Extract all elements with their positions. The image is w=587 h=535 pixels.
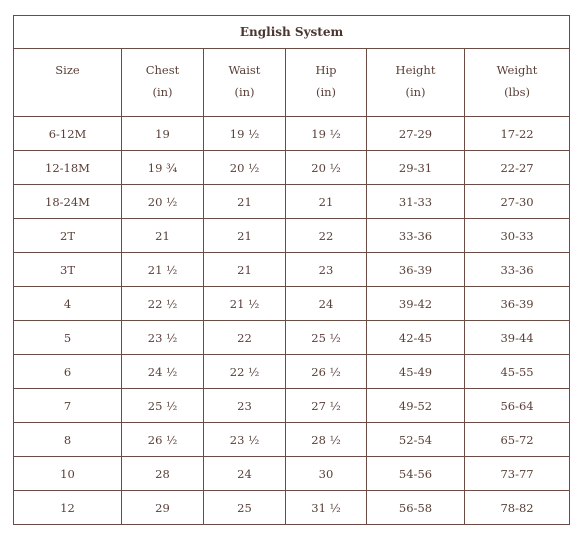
cell-waist: 23 ½	[204, 423, 286, 457]
cell-hip: 22	[286, 219, 367, 253]
table-row	[14, 185, 570, 219]
header-label: Weight	[496, 63, 538, 77]
cell-size: 6	[14, 355, 122, 389]
cell-hip: 23	[286, 253, 367, 287]
cell-chest: 21	[122, 219, 204, 253]
cell-waist: 21	[204, 185, 286, 219]
cell-height: 56-58	[367, 491, 465, 525]
table-body	[14, 117, 570, 525]
cell-hip: 26 ½	[286, 355, 367, 389]
header-label: Chest	[145, 63, 180, 77]
table-row	[14, 219, 570, 253]
header-label: Waist	[228, 63, 261, 77]
cell-weight: 78-82	[465, 491, 570, 525]
header-chest	[122, 49, 204, 117]
cell-height: 52-54	[367, 423, 465, 457]
header-height	[367, 49, 465, 117]
cell-size: 3T	[14, 253, 122, 287]
cell-height: 54-56	[367, 457, 465, 491]
cell-height: 36-39	[367, 253, 465, 287]
cell-size: 6-12M	[14, 117, 122, 151]
cell-height: 42-45	[367, 321, 465, 355]
header-row	[14, 49, 570, 117]
cell-size: 5	[14, 321, 122, 355]
cell-hip: 20 ½	[286, 151, 367, 185]
header-size	[14, 49, 122, 117]
cell-hip: 28 ½	[286, 423, 367, 457]
cell-weight: 36-39	[465, 287, 570, 321]
cell-waist: 23	[204, 389, 286, 423]
table-row	[14, 117, 570, 151]
table-row	[14, 491, 570, 525]
table-row	[14, 321, 570, 355]
cell-waist: 19 ½	[204, 117, 286, 151]
cell-size: 2T	[14, 219, 122, 253]
table-row	[14, 253, 570, 287]
header-unit: (in)	[234, 85, 255, 99]
size-chart	[13, 15, 569, 525]
table-row	[14, 355, 570, 389]
cell-chest: 19	[122, 117, 204, 151]
cell-hip: 19 ½	[286, 117, 367, 151]
cell-height: 33-36	[367, 219, 465, 253]
cell-chest: 19 ¾	[122, 151, 204, 185]
header-hip	[286, 49, 367, 117]
cell-height: 39-42	[367, 287, 465, 321]
table-row	[14, 457, 570, 491]
cell-hip: 24	[286, 287, 367, 321]
cell-chest: 23 ½	[122, 321, 204, 355]
cell-chest: 22 ½	[122, 287, 204, 321]
header-waist	[204, 49, 286, 117]
cell-chest: 25 ½	[122, 389, 204, 423]
cell-size: 18-24M	[14, 185, 122, 219]
table-row	[14, 151, 570, 185]
cell-weight: 73-77	[465, 457, 570, 491]
size-table	[13, 15, 570, 525]
header-unit: (lbs)	[504, 85, 530, 99]
cell-waist: 22	[204, 321, 286, 355]
cell-height: 31-33	[367, 185, 465, 219]
header-label: Height	[395, 63, 436, 77]
header-unit: (in)	[405, 85, 426, 99]
table-title: English System	[14, 16, 570, 49]
header-unit: (in)	[315, 85, 337, 99]
cell-hip: 30	[286, 457, 367, 491]
cell-size: 12	[14, 491, 122, 525]
header-unit: (in)	[152, 85, 173, 99]
cell-size: 12-18M	[14, 151, 122, 185]
cell-height: 45-49	[367, 355, 465, 389]
table-row	[14, 389, 570, 423]
cell-chest: 26 ½	[122, 423, 204, 457]
cell-hip: 31 ½	[286, 491, 367, 525]
cell-waist: 21	[204, 253, 286, 287]
cell-size: 7	[14, 389, 122, 423]
cell-waist: 21	[204, 219, 286, 253]
cell-waist: 20 ½	[204, 151, 286, 185]
cell-hip: 21	[286, 185, 367, 219]
cell-weight: 56-64	[465, 389, 570, 423]
table-row	[14, 423, 570, 457]
cell-weight: 30-33	[465, 219, 570, 253]
cell-weight: 45-55	[465, 355, 570, 389]
header-label: Size	[55, 63, 80, 77]
cell-weight: 33-36	[465, 253, 570, 287]
cell-weight: 27-30	[465, 185, 570, 219]
cell-weight: 17-22	[465, 117, 570, 151]
cell-waist: 21 ½	[204, 287, 286, 321]
cell-weight: 65-72	[465, 423, 570, 457]
cell-chest: 28	[122, 457, 204, 491]
header-label: Hip	[315, 63, 337, 77]
cell-waist: 24	[204, 457, 286, 491]
cell-height: 49-52	[367, 389, 465, 423]
header-weight	[465, 49, 570, 117]
cell-height: 29-31	[367, 151, 465, 185]
cell-chest: 21 ½	[122, 253, 204, 287]
cell-hip: 27 ½	[286, 389, 367, 423]
cell-size: 8	[14, 423, 122, 457]
cell-chest: 24 ½	[122, 355, 204, 389]
cell-waist: 25	[204, 491, 286, 525]
cell-hip: 25 ½	[286, 321, 367, 355]
cell-size: 10	[14, 457, 122, 491]
cell-height: 27-29	[367, 117, 465, 151]
cell-chest: 29	[122, 491, 204, 525]
cell-weight: 22-27	[465, 151, 570, 185]
table-row	[14, 287, 570, 321]
cell-weight: 39-44	[465, 321, 570, 355]
cell-chest: 20 ½	[122, 185, 204, 219]
cell-size: 4	[14, 287, 122, 321]
cell-waist: 22 ½	[204, 355, 286, 389]
